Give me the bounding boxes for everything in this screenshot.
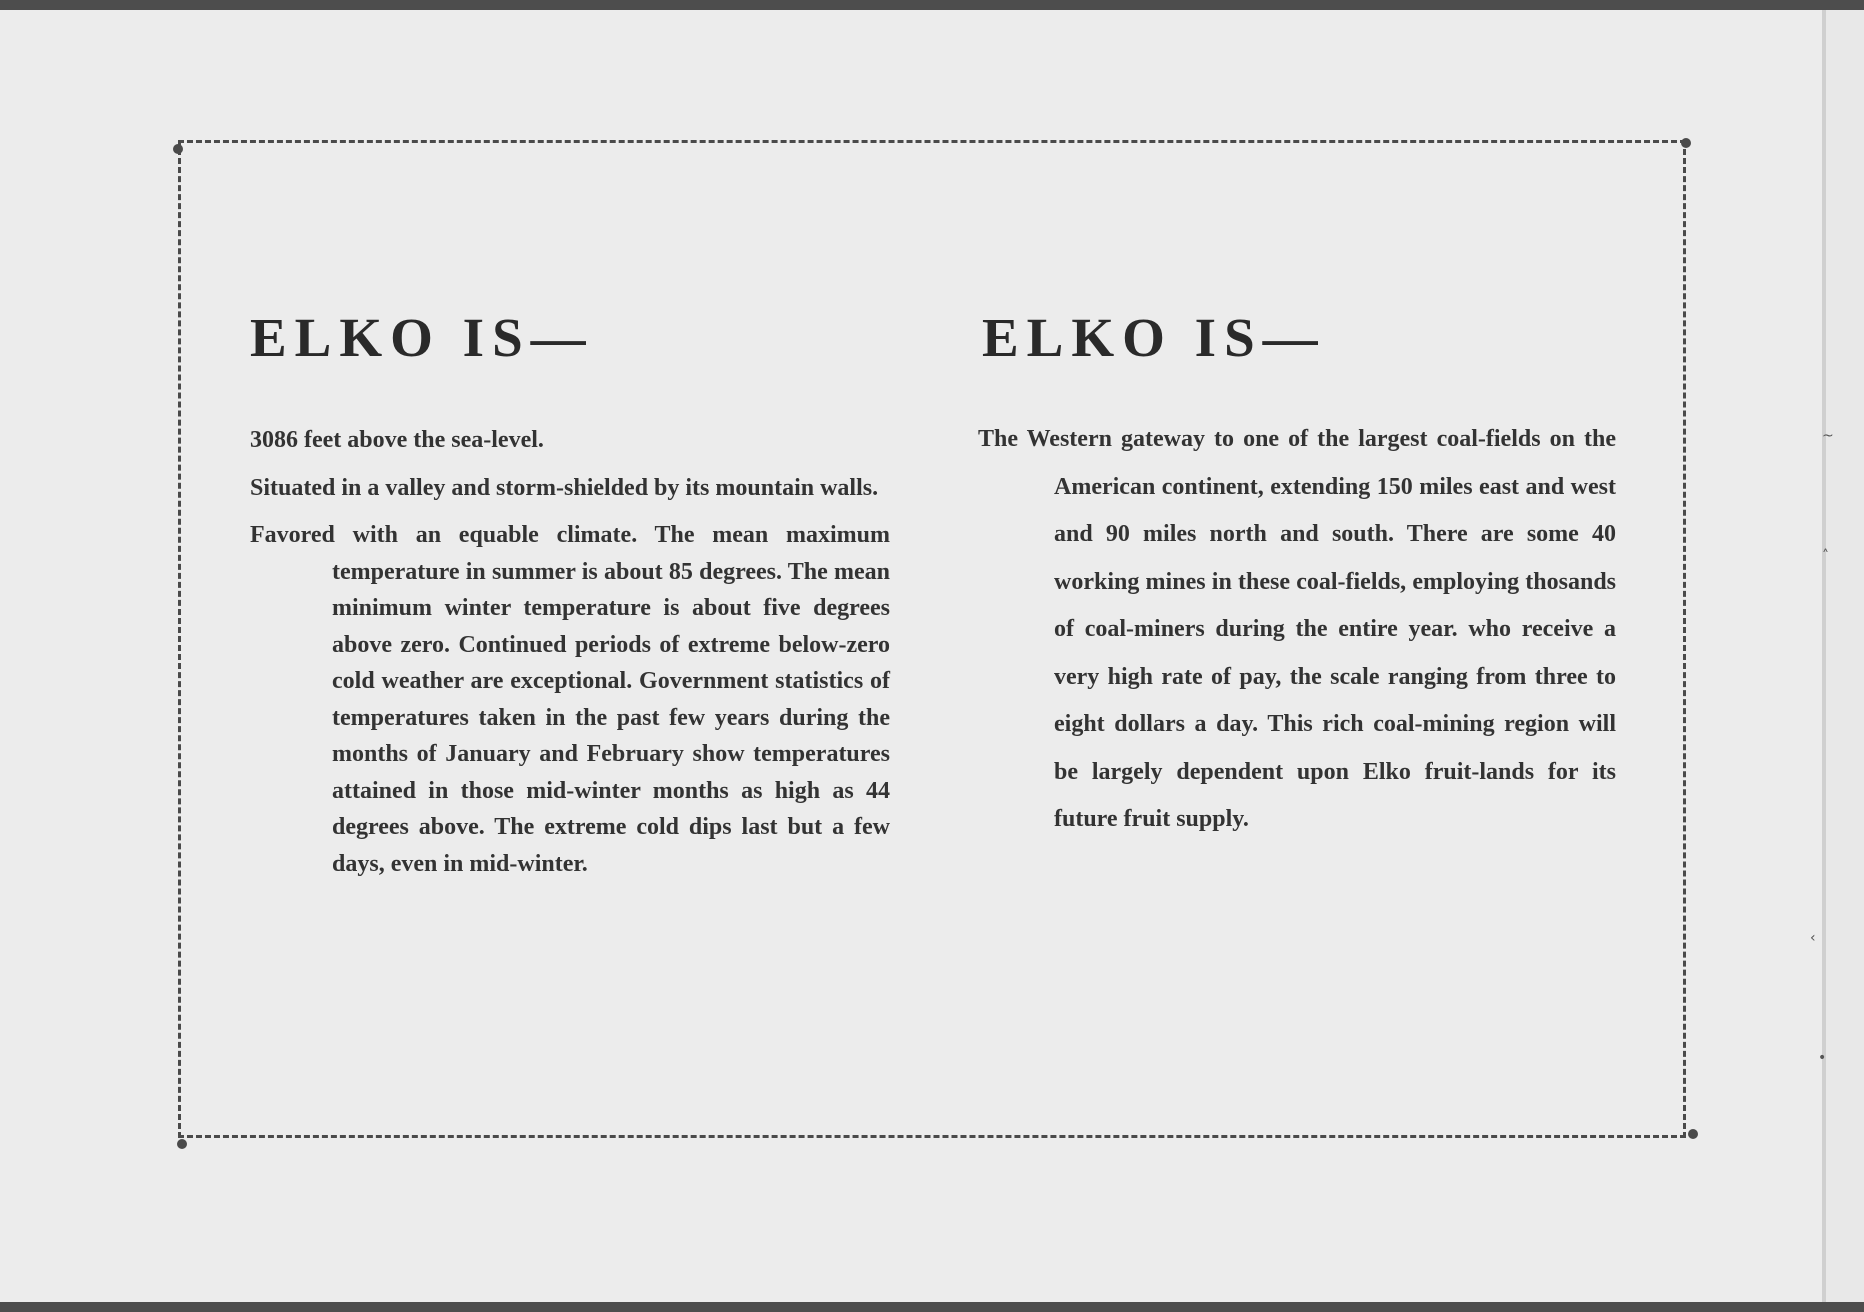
edge-mark: • [1818, 1050, 1827, 1066]
climate-paragraph: Favored with an equable climate. The mean maximum temperature in summer is about 85 degrees. The mean minimum winter temperature is about five degrees above zero. Continued periods of extreme below-zero cold weather are exceptional. Government statistics of temperatures taken in the past few years during the months of January and February show temperatures attained in those mid-winter months as high as 44 degrees above. The extreme cold dips last but a few days, even in mid-winter. [250, 522, 890, 877]
right-column [978, 416, 1616, 844]
left-column [250, 422, 890, 893]
border-corner-ornament [173, 144, 183, 154]
border-corner-ornament [177, 1139, 187, 1149]
border-corner-ornament [1681, 138, 1691, 148]
coal-fields-paragraph: The Western gateway to one of the largest coal-fields on the American continent, extending 150 miles east and west and 90 miles north and south. There are some 40 working mines in these coal-fields, employing thosands of coal-miners during the entire year. who receive a very high rate of pay, the scale ranging from three to eight dollars a day. This rich coal-mining region will be largely dependent upon Elko fruit-lands for its future fruit supply. [978, 426, 1616, 832]
edge-mark: ~ [1822, 428, 1834, 444]
left-heading: ELKO IS— [250, 307, 594, 368]
edge-mark: ‹ [1810, 930, 1816, 946]
elevation-paragraph: 3086 feet above the sea-level. [250, 427, 544, 453]
border-corner-ornament [1688, 1129, 1698, 1139]
right-heading: ELKO IS— [982, 307, 1326, 368]
edge-mark: ˄ [1822, 548, 1829, 564]
situation-paragraph: Situated in a valley and storm-shielded by its mountain walls. [250, 474, 879, 501]
adjacent-page-strip [1826, 10, 1864, 1302]
